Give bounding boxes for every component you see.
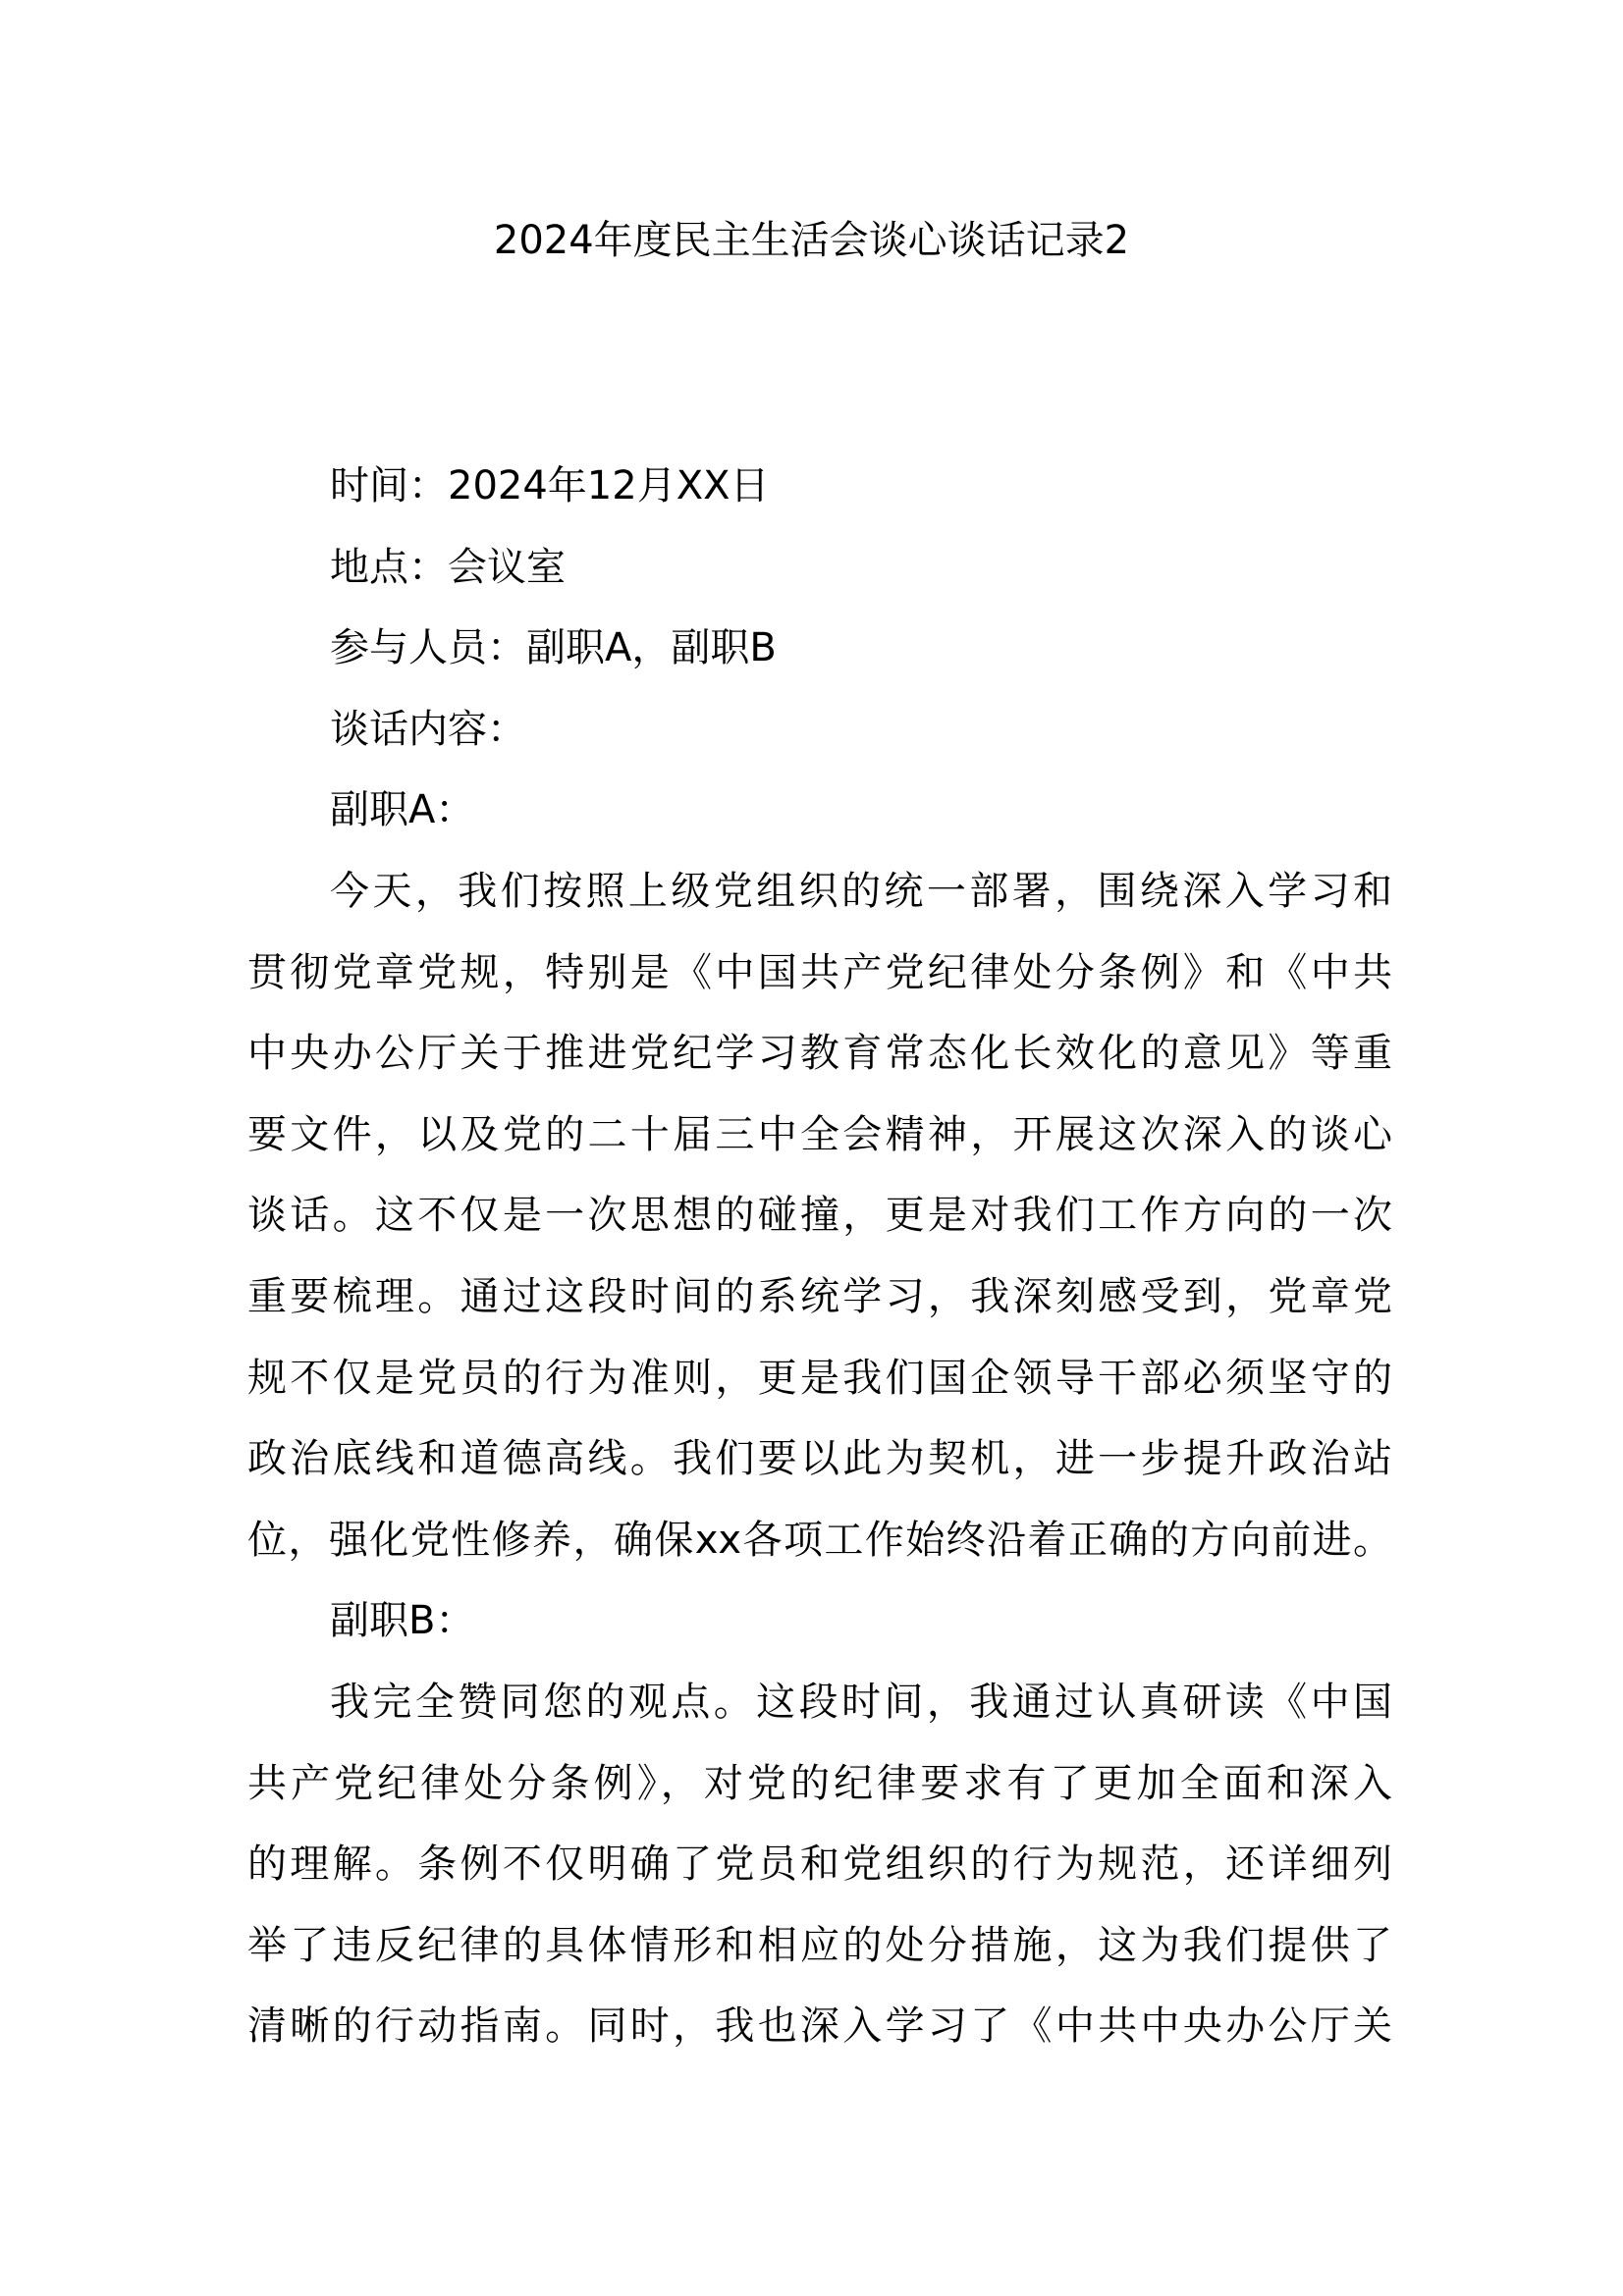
document-title: 2024年度民主生活会谈心谈话记录2 — [493, 218, 1130, 263]
paragraph-line: 贯彻党章党规，特别是《中国共产党纪律处分条例》和《中共 — [247, 949, 1392, 995]
speaker-b-label: 副职B： — [330, 1598, 475, 1644]
speaker-a-label: 副职A： — [330, 787, 475, 833]
paragraph-line: 政治底线和道德高线。我们要以此为契机，进一步提升政治站 — [247, 1436, 1392, 1482]
paragraph-line: 今天，我们按照上级党组织的统一部署，围绕深入学习和 — [330, 868, 1392, 914]
paragraph-line: 共产党纪律处分条例》，对党的纪律要求有了更加全面和深入 — [247, 1760, 1392, 1806]
paragraph-line: 位，强化党性修养，确保xx各项工作始终沿着正确的方向前进。 — [247, 1517, 1392, 1563]
paragraph-line: 规不仅是党员的行为准则，更是我们国企领导干部必须坚守的 — [247, 1355, 1392, 1401]
meta-time: 时间：2024年12月XX日 — [330, 463, 770, 508]
paragraph-line: 要文件，以及党的二十届三中全会精神，开展这次深入的谈心 — [247, 1111, 1392, 1157]
paragraph-line: 中央办公厅关于推进党纪学习教育常态化长效化的意见》等重 — [247, 1031, 1392, 1077]
paragraph-line: 我完全赞同您的观点。这段时间，我通过认真研读《中国 — [330, 1679, 1392, 1725]
meta-place: 地点：会议室 — [330, 544, 566, 590]
paragraph-line: 举了违反纪律的具体情形和相应的处分措施，这为我们提供了 — [247, 1922, 1392, 1968]
document-body — [247, 446, 1392, 2067]
paragraph-line: 清晰的行动指南。同时，我也深入学习了《中共中央办公厅关 — [247, 2003, 1392, 2050]
paragraph-line: 重要梳理。通过这段时间的系统学习，我深刻感受到，党章党 — [247, 1273, 1392, 1319]
meta-participants: 参与人员：副职A，副职B — [330, 625, 777, 671]
meta-content-label: 谈话内容： — [330, 706, 526, 752]
paragraph-line: 的理解。条例不仅明确了党员和党组织的行为规范，还详细列 — [247, 1842, 1392, 1888]
paragraph-line: 谈话。这不仅是一次思想的碰撞，更是对我们工作方向的一次 — [247, 1193, 1392, 1239]
